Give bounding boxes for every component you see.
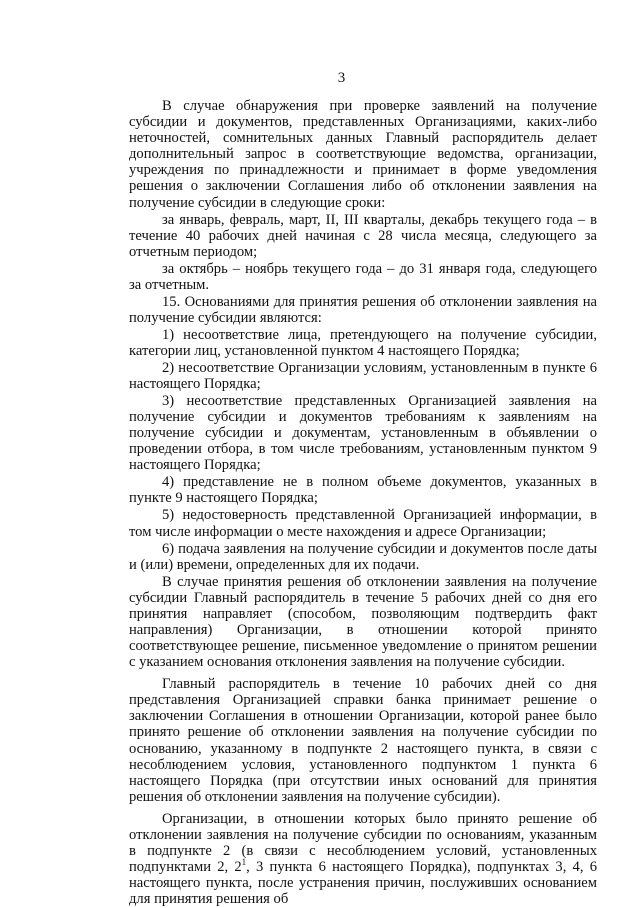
- paragraph-text: Организации, в отношении которых было принято решение об отклонении заявления на получение субсидии по основаниям, указанным в подпункте 2 (в связи с несоблюдением условий, установленных подпунктами 2, 2: [129, 810, 597, 876]
- paragraph-last: [129, 811, 597, 908]
- paragraph: 3) несоответствие представленных Организацией заявления на получение субсидии и документов требованиям к заявлениям на получение субсидии и документам, установленным в объявлении о проведении отбора, в том числе требованиям, установленным пунктом 9 настоящего Порядка;: [129, 393, 597, 474]
- document-body: [129, 98, 597, 908]
- paragraph: 6) подача заявления на получение субсидии и документов после даты и (или) времени, определенных для их подачи.: [129, 540, 597, 573]
- paragraph: 5) недостоверность представленной Организацией информации, в том числе информации о месте нахождения и адресе Организации;: [129, 507, 597, 540]
- paragraph: 15. Основаниями для принятия решения об отклонении заявления на получение субсидии являются:: [129, 293, 597, 326]
- superscript: 1: [241, 857, 247, 868]
- paragraph: В случае обнаружения при проверке заявлений на получение субсидии и документов, представленных Организациями, каких-либо неточностей, сомнительных данных Главный распорядитель делает дополнительный запрос в соответствующие ведомства, организации, учреждения по принадлежности и принимает в форме уведомления решения о заключении Соглашения либо об отклонении заявления на получение субсидии в следующие сроки:: [129, 98, 597, 211]
- paragraph: Главный распорядитель в течение 10 рабочих дней со дня представления Организацией справки банка принимает решение о заключении Соглашения в отношении Организации, которой ранее было принято решение об отклонении заявления на получение субсидии по основанию, указанному в подпункте 2 настоящего пункта, в связи с несоблюдением условия, установленного подпунктом 1 пункта 6 настоящего Порядка (при отсутствии иных оснований для принятия решения об отклонении заявления на получение субсидии).: [129, 676, 597, 805]
- paragraph: 2) несоответствие Организации условиям, установленным в пункте 6 настоящего Порядка;: [129, 359, 597, 393]
- paragraph: В случае принятия решения об отклонении заявления на получение субсидии Главный распорядитель в течение 5 рабочих дней со дня его принятия направляет (способом, позволяющим подтвердить факт направления) Организации, в отношении которой принято соответствующее решение, письменное уведомление о принятом решении с указанием основания отклонения заявления на получение субсидии.: [129, 573, 597, 671]
- paragraph: 1) несоответствие лица, претендующего на получение субсидии, категории лиц, установленной пунктом 4 настоящего Порядка;: [129, 326, 597, 359]
- page-number: 3: [337, 70, 346, 86]
- paragraph: 4) представление не в полном объеме документов, указанных в пункте 9 настоящего Порядка;: [129, 474, 597, 507]
- paragraph-text: , 3 пункта 6 настоящего Порядка), подпунктах 3, 4, 6 настоящего пункта, после устранения причин, послуживших основанием для принятия решения об: [129, 859, 598, 908]
- paragraph: за октябрь – ноябрь текущего года – до 31 января года, следующего за отчетным.: [129, 260, 597, 293]
- paragraph: за январь, февраль, март, II, III кварталы, декабрь текущего года – в течение 40 рабочих дней начиная с 28 числа месяца, следующего за отчетным периодом;: [129, 211, 597, 260]
